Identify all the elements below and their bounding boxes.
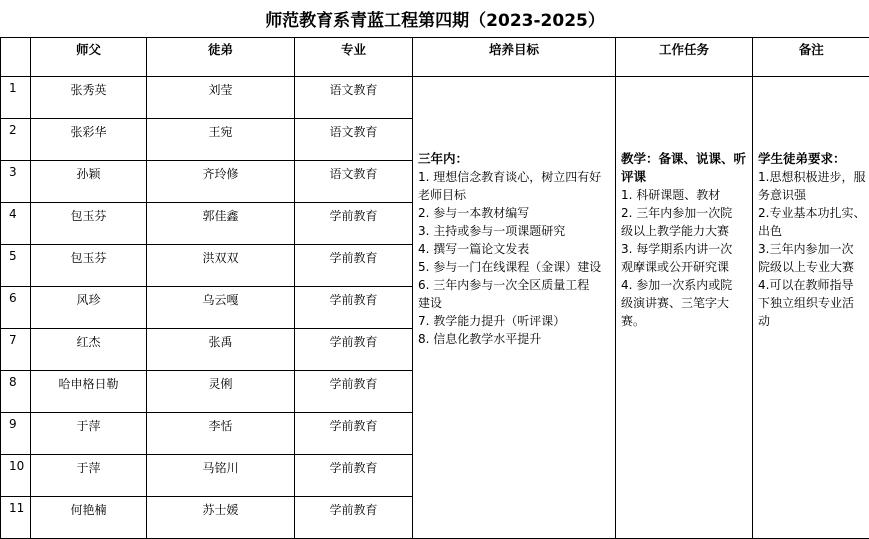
- notes-line: 出色: [758, 222, 866, 240]
- sheet-title: 师范教育系青蓝工程第四期（2023-2025）: [1, 0, 869, 38]
- mentor-cell[interactable]: 何艳楠: [31, 497, 147, 539]
- goals-line: 建设: [418, 294, 611, 312]
- mentor-cell[interactable]: 包玉芬: [31, 203, 147, 245]
- goals-line: 4. 撰写一篇论文发表: [418, 240, 611, 258]
- major-cell[interactable]: 语文教育: [295, 77, 413, 119]
- notes-line: 动: [758, 312, 866, 330]
- apprentice-cell[interactable]: 苏士媛: [147, 497, 295, 539]
- mentor-cell[interactable]: 于萍: [31, 455, 147, 497]
- major-cell[interactable]: 学前教育: [295, 413, 413, 455]
- mentor-cell[interactable]: 孙颖: [31, 161, 147, 203]
- table-row: [1, 77, 869, 119]
- goals-cell[interactable]: [413, 77, 616, 539]
- tasks-heading: 评课: [621, 168, 748, 186]
- row-number-cell[interactable]: 5: [1, 245, 31, 287]
- goals-content: [418, 150, 611, 348]
- apprentice-cell[interactable]: 郭佳鑫: [147, 203, 295, 245]
- mentor-cell[interactable]: 哈申格日勒: [31, 371, 147, 413]
- row-number-cell[interactable]: 8: [1, 371, 31, 413]
- header-apprentice[interactable]: 徒弟: [147, 38, 295, 77]
- notes-line: 院级以上专业大赛: [758, 258, 866, 276]
- tasks-heading: 教学：备课、说课、听: [621, 150, 748, 168]
- mentor-cell[interactable]: 张秀英: [31, 77, 147, 119]
- row-number-cell[interactable]: 11: [1, 497, 31, 539]
- tasks-line: 级以上教学能力大赛: [621, 222, 748, 240]
- major-cell[interactable]: 语文教育: [295, 161, 413, 203]
- major-cell[interactable]: 学前教育: [295, 245, 413, 287]
- notes-heading: 学生徒弟要求：: [758, 150, 866, 168]
- major-cell[interactable]: 学前教育: [295, 455, 413, 497]
- goals-line: 8. 信息化教学水平提升: [418, 330, 611, 348]
- header-goals[interactable]: 培养目标: [413, 38, 616, 77]
- header-mentor[interactable]: 师父: [31, 38, 147, 77]
- mentor-cell[interactable]: 风珍: [31, 287, 147, 329]
- apprentice-cell[interactable]: 刘莹: [147, 77, 295, 119]
- row-number-cell[interactable]: 6: [1, 287, 31, 329]
- apprentice-cell[interactable]: 马铭川: [147, 455, 295, 497]
- header-notes[interactable]: 备注: [753, 38, 869, 77]
- goals-line: 老师目标: [418, 186, 611, 204]
- notes-line: 4.可以在教师指导: [758, 276, 866, 294]
- goals-heading: 三年内：: [418, 150, 611, 168]
- apprentice-cell[interactable]: 齐玲修: [147, 161, 295, 203]
- major-cell[interactable]: 语文教育: [295, 119, 413, 161]
- apprentice-cell[interactable]: 王宛: [147, 119, 295, 161]
- notes-line: 3.三年内参加一次: [758, 240, 866, 258]
- major-cell[interactable]: 学前教育: [295, 497, 413, 539]
- row-number-cell[interactable]: 1: [1, 77, 31, 119]
- goals-line: 7. 教学能力提升（听评课）: [418, 312, 611, 330]
- major-cell[interactable]: 学前教育: [295, 287, 413, 329]
- major-cell[interactable]: 学前教育: [295, 329, 413, 371]
- goals-line: 5. 参与一门在线课程（金课）建设: [418, 258, 611, 276]
- row-number-cell[interactable]: 4: [1, 203, 31, 245]
- tasks-line: 3. 每学期系内讲一次: [621, 240, 748, 258]
- tasks-cell[interactable]: [616, 77, 753, 539]
- tasks-line: 1. 科研课题、教材: [621, 186, 748, 204]
- notes-line: 2.专业基本功扎实、: [758, 204, 866, 222]
- tasks-line: 赛。: [621, 312, 748, 330]
- tasks-line: 2. 三年内参加一次院: [621, 204, 748, 222]
- notes-cell[interactable]: [753, 77, 869, 539]
- apprentice-cell[interactable]: 张禹: [147, 329, 295, 371]
- apprentice-cell[interactable]: 乌云嘎: [147, 287, 295, 329]
- major-cell[interactable]: 学前教育: [295, 203, 413, 245]
- goals-line: 3. 主持或参与一项课题研究: [418, 222, 611, 240]
- goals-line: 2. 参与一本教材编写: [418, 204, 611, 222]
- header-num[interactable]: [1, 38, 31, 77]
- mentor-cell[interactable]: 红杰: [31, 329, 147, 371]
- tasks-content: [621, 150, 748, 330]
- mentor-cell[interactable]: 于萍: [31, 413, 147, 455]
- apprentice-cell[interactable]: 灵俐: [147, 371, 295, 413]
- major-cell[interactable]: 学前教育: [295, 371, 413, 413]
- row-number-cell[interactable]: 3: [1, 161, 31, 203]
- tasks-line: 4. 参加一次系内或院: [621, 276, 748, 294]
- notes-content: [758, 150, 866, 330]
- notes-line: 下独立组织专业活: [758, 294, 866, 312]
- row-number-cell[interactable]: 7: [1, 329, 31, 371]
- tasks-line: 观摩课或公开研究课: [621, 258, 748, 276]
- header-major[interactable]: 专业: [295, 38, 413, 77]
- tasks-line: 级演讲赛、三笔字大: [621, 294, 748, 312]
- notes-line: 务意识强: [758, 186, 866, 204]
- apprentice-cell[interactable]: 李恬: [147, 413, 295, 455]
- apprentice-cell[interactable]: 洪双双: [147, 245, 295, 287]
- mentor-cell[interactable]: 包玉芬: [31, 245, 147, 287]
- goals-line: 1. 理想信念教育谈心，树立四有好: [418, 168, 611, 186]
- header-tasks[interactable]: 工作任务: [616, 38, 753, 77]
- row-number-cell[interactable]: 10: [1, 455, 31, 497]
- goals-line: 6. 三年内参与一次全区质量工程: [418, 276, 611, 294]
- row-number-cell[interactable]: 9: [1, 413, 31, 455]
- row-number-cell[interactable]: 2: [1, 119, 31, 161]
- mentor-cell[interactable]: 张彩华: [31, 119, 147, 161]
- notes-line: 1.思想积极进步，服: [758, 168, 866, 186]
